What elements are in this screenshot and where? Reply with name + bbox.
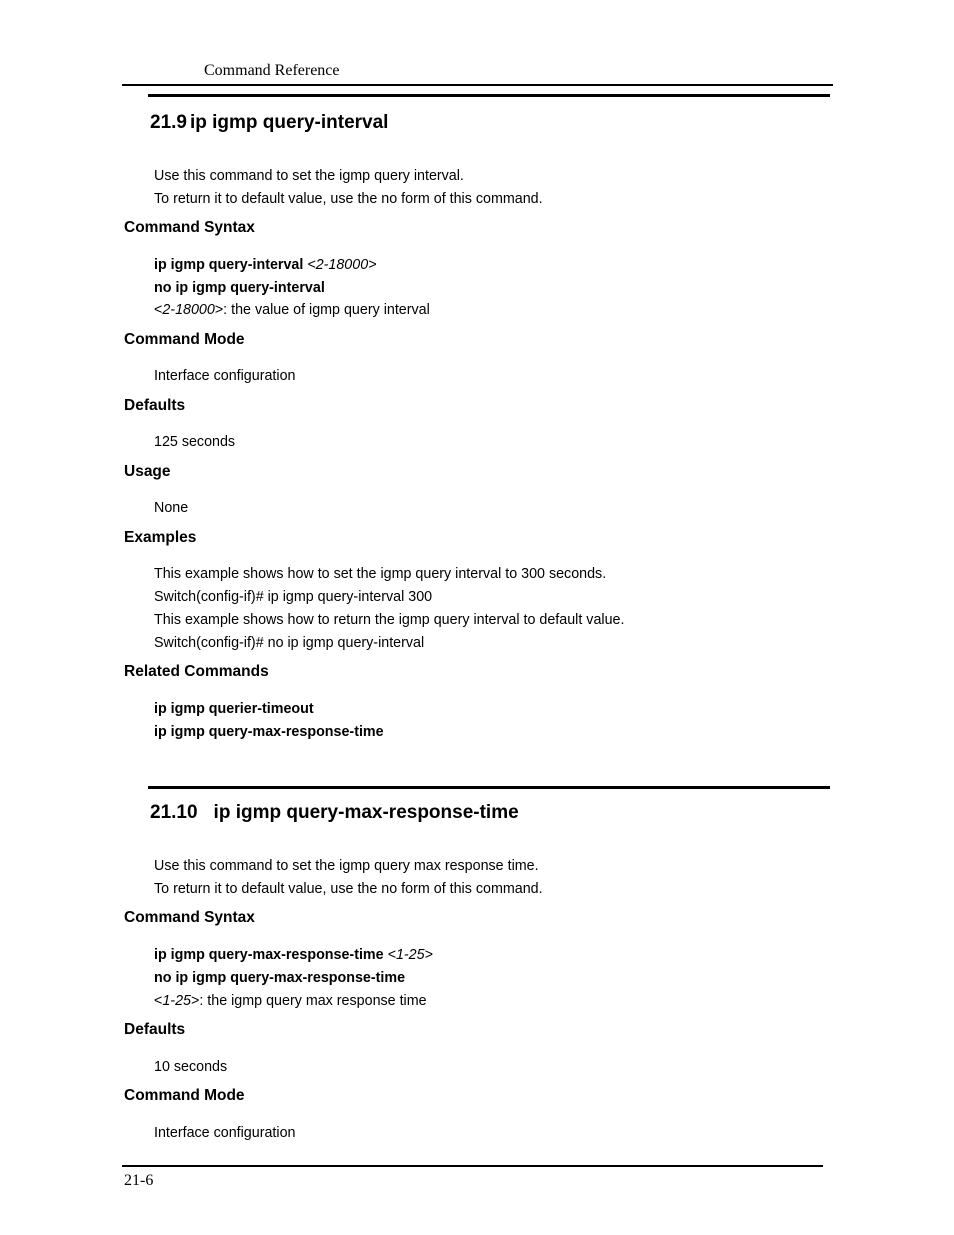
syntax-line [154,257,377,273]
param-desc: >: the igmp query max response time [190,993,427,1009]
command-mode-text: Interface configuration [154,368,296,384]
section-title: ip igmp query-max-response-time [213,802,519,823]
related-command: ip igmp query-max-response-time [154,724,384,740]
defaults-text: 125 seconds [154,434,236,450]
command-mode-heading: Command Mode [124,331,245,348]
intro-line: To return it to default value, use the no form of this command. [154,191,543,207]
example-line: This example shows how to return the igmp query interval to default value. [154,612,625,628]
defaults-heading: Defaults [124,397,186,414]
section-heading [150,112,388,134]
syntax-argument: <1-25> [387,947,433,963]
section-number: 21.9 [150,112,187,133]
syntax-line [154,947,433,963]
section-heading [150,802,519,824]
related-commands-heading: Related Commands [124,663,269,680]
intro-line: Use this command to set the igmp query max response time. [154,858,539,874]
intro-line: Use this command to set the igmp query interval. [154,168,464,184]
command-syntax-heading: Command Syntax [124,909,255,926]
parameter-description [154,302,430,318]
related-command: ip igmp querier-timeout [154,701,314,717]
usage-text: None [154,500,189,516]
syntax-no-form: no ip igmp query-max-response-time [154,970,406,986]
defaults-text: 10 seconds [154,1059,228,1075]
syntax-argument: <2-18000> [307,257,377,273]
defaults-heading: Defaults [124,1021,186,1038]
command-syntax-heading: Command Syntax [124,219,255,236]
section-rule [148,786,830,789]
intro-line: To return it to default value, use the no form of this command. [154,881,543,897]
param-name: 2-18000 [162,302,215,318]
command-mode-text: Interface configuration [154,1125,296,1141]
section-title: ip igmp query-interval [189,112,389,133]
footer-rule [122,1165,823,1167]
page-number: 21-6 [124,1172,154,1189]
usage-heading: Usage [124,463,171,480]
syntax-no-form: no ip igmp query-interval [154,280,325,296]
examples-heading: Examples [124,529,197,546]
parameter-description [154,993,427,1009]
param-name: 1-25 [162,993,191,1009]
section-number: 21.10 [150,802,198,823]
command-mode-heading: Command Mode [124,1087,245,1104]
param-desc: >: the value of igmp query interval [214,302,430,318]
example-line: Switch(config-if)# no ip igmp query-interval [154,635,425,651]
running-header: Command Reference [204,62,340,79]
syntax-command: ip igmp query-max-response-time [154,947,384,963]
example-line: Switch(config-if)# ip igmp query-interval 300 [154,589,433,605]
param-bracket: < [154,302,163,318]
param-bracket: < [154,993,163,1009]
example-line: This example shows how to set the igmp query interval to 300 seconds. [154,566,607,582]
section-rule [148,94,830,97]
header-rule [122,84,833,86]
syntax-command: ip igmp query-interval [154,257,304,273]
